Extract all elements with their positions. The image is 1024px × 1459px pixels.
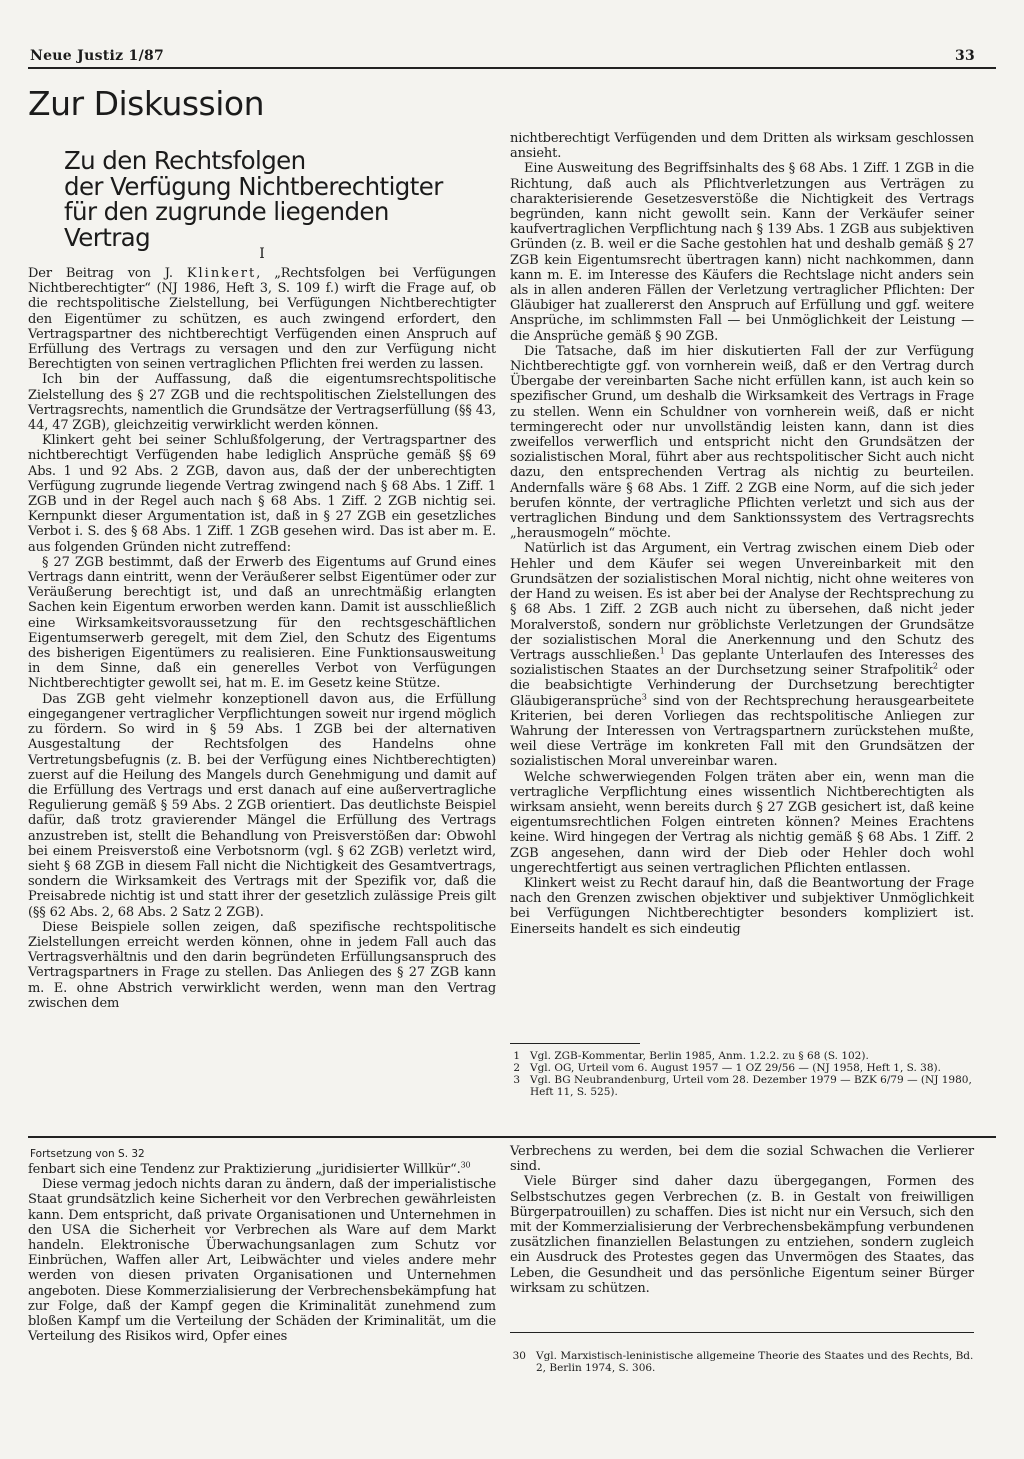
article-column-right <box>510 131 974 937</box>
footnote-ref[interactable]: 30 <box>460 1160 471 1170</box>
footnote: 1 Vgl. ZGB-Kommentar, Berlin 1985, Anm. 1.2.2. zu § 68 (S. 102). <box>513 1050 869 1062</box>
section-rubric: Zur Diskussion <box>28 84 265 123</box>
paragraph: Natürlich ist das Argument, ein Vertrag zwischen einem Dieb oder Hehler und dem Käufer sei wegen Unvereinbarkeit mit den Grundsätzen der sozialistischen Moral nichtig, nicht ohne weiteres von der Hand zu weisen. Es ist aber bei der Analyse der Rechtsprechung zu § 68 Abs. 1 Ziff. 2 ZGB auch nicht zu übersehen, daß nicht jeder Moralverstoß, sondern nur gröblichste Verletzungen der Grundsätze der sozialistischen Moral die Anerkennung und den Schutz des Vertrags ausschließen.$^1$ Das geplante Unterlaufen des Interesses des sozialistischen Staates an der Durchsetzung seiner Strafpolitik$^2$ oder die beabsichtigte Verhinderung der Durchsetzung berechtigter Gläubigeransprüche$^3$ sind von der Rechtsprechung herausgearbeitete Kriterien, bei deren Vorliegen das rechtspolitische Anliegen zur Wahrung der Interessen von Vertragspartnern zurückstehen mußte, weil diese Verträge im konkreten Fall mit den Grundsätzen der sozialistischen Moral unvereinbar waren. <box>510 541 974 770</box>
section-divider <box>28 1136 996 1138</box>
footnotes <box>508 1050 974 1098</box>
paragraph: Viele Bürger sind daher dazu übergegangen, Formen des Selbstschutzes gegen Verbrechen (z. B. in Gestalt von freiwilligen Bürgerpatrouillen) zu schaffen. Dies ist nicht nur ein Versuch, sich den mit der Kommerzialisierung der Verbrechensbekämpfung verbundenen zusätzlichen finanziellen Belastungen zu entziehen, sondern zugleich ein Ausdruck des Protestes gegen das Unvermögen des Staates, das Leben, die Gesundheit und das persönliche Eigentum seiner Bürger wirksam zu schützen. <box>510 1174 974 1296</box>
author-name: Klinkert <box>186 266 257 281</box>
paragraph: Diese vermag jedoch nichts daran zu ändern, daß der imperialistische Staat grundsätzlich keine Sicherheit vor den Verbrechen gewährleisten kann. Dem entspricht, daß private Organisationen und Unternehmen in den USA die Sicherheit vor Verbrechen als Ware auf dem Markt handeln. Elektronische Überwachungsanlagen zum Schutz vor Einbrüchen, Waffen aller Art, Leibwächter und vieles andere mehr werden von diesen privaten Organisationen und Unternehmen angeboten. Diese Kommerzialisierung der Verbrechensbekämpfung hat zur Folge, daß der Kampf gegen die Kriminalität zunehmend zum bloßen Kampf um die Verteilung der Schäden der Kriminalität, um die Verteilung des Risikos wird, Opfer eines <box>28 1177 496 1345</box>
journal-issue: Neue Justiz 1/87 <box>30 48 165 64</box>
continuation-column-right <box>510 1144 974 1296</box>
footnote: 2 Vgl. OG, Urteil vom 6. August 1957 — 1 OZ 29/56 — (NJ 1958, Heft 1, S. 38). <box>513 1062 941 1074</box>
paragraph: Eine Ausweitung des Begriffsinhalts des § 68 Abs. 1 Ziff. 1 ZGB in die Richtung, daß auch als Pflichtverletzungen aus Verträgen zu charakterisierende Gesetzesverstöße die Nichtigkeit des Vertrags begründen, kann nicht gewollt sein. Kann der Verkäufer seiner kaufvertraglichen Verpflichtung nach § 139 Abs. 1 ZGB aus subjektiven Gründen (z. B. weil er die Sache gestohlen hat und deshalb gemäß § 27 ZGB kein Eigentumsrecht übertragen kann) nicht nachkommen, dann kann m. E. im Interesse des Käufers die Rechtslage nicht anders sein als in allen anderen Fällen der Verletzung vertraglicher Pflichten: Der Gläubiger hat zuallererst den Anspruch auf Erfüllung und ggf. weitere Ansprüche, im schlimmsten Fall — bei Unmöglichkeit der Leistung — die Ansprüche gemäß § 90 ZGB. <box>510 161 974 344</box>
article-title-line: Zu den Rechtsfolgen <box>64 146 306 175</box>
paragraph: Die Tatsache, daß im hier diskutierten Fall der zur Verfügung Nichtberechtigte ggf. von vornherein weiß, daß er den Vertrag durch Übergabe der vereinbarten Sache nicht erfüllen kann, ist auch kein so spezifischer Grund, um deshalb die Wirksamkeit des Vertrags in Frage zu stellen. Wenn ein Schuldner von vornherein weiß, daß er nicht termingerecht oder nur unvollständig leisten kann, dann ist dies zweifellos verwerflich und entspricht nicht den Grundsätzen der sozialistischen Moral, führt aber aus rechtspolitischer Sicht auch nicht dazu, den entsprechenden Vertrag als nichtig zu beurteilen. Andernfalls wäre § 68 Abs. 1 Ziff. 2 ZGB eine Norm, auf die sich jeder berufen könnte, der vertragliche Pflichten verletzt und sich aus der vertraglichen Bindung und dem Sanktionssystem des Vertragsrechts „herausmogeln“ möchte. <box>510 343 974 542</box>
paragraph: fenbart sich eine Tendenz zur Praktizierung „juridisierter Willkür“.$^{30}$ <box>28 1160 471 1177</box>
paragraph: § 27 ZGB bestimmt, daß der Erwerb des Eigentums auf Grund eines Vertrags dann eintritt, wenn der Veräußerer selbst Eigentümer oder zur Veräußerung berechtigt ist, und daß an unrechtmäßig erlangten Sachen kein Eigentum erworben werden kann. Damit ist ausschließlich eine Wirksamkeitsvoraussetzung für den rechtsgeschäftlichen Eigentumserwerb geregelt, mit dem Ziel, den Schutz des Eigentums des bisherigen Eigentümers zu realisieren. Eine Funktionsausweitung in dem Sinne, daß ein generelles Verbot von Verfügungen Nichtberechtigter gewollt sei, hat m. E. im Gesetz keine Stütze. <box>28 554 496 692</box>
paragraph: Der Beitrag von J. Klinkert, „Rechtsfolgen bei Verfügungen Nichtberechtigter“ (NJ 1986, Heft 3, S. 109 f.) wirft die Frage auf, ob die rechtspolitische Zielstellung, bei Verfügungen Nichtberechtigter den Eigentümer zu schützen, es auch zwingend erfordert, den Vertragspartner des nichtberechtigt Verfügenden einen Anspruch auf Erfüllung des Vertrags zu versagen und den zur Verfügung nicht Berechtigten von seinen vertraglichen Pflichten frei werden zu lassen. <box>28 266 496 373</box>
paragraph: Ich bin der Auffassung, daß die eigentumsrechtspolitische Zielstellung des § 27 ZGB und die rechtspolitischen Zielstellungen des Vertragsrechts, namentlich die Grundsätze der Vertragserfüllung (§§ 43, 44, 47 ZGB), gleichzeitig verwirklicht werden können. <box>28 372 496 434</box>
header-rule <box>28 67 996 69</box>
continuation-column-left <box>28 1162 496 1344</box>
footnote-ref[interactable]: 3 <box>641 692 647 702</box>
footnote: 3 Vgl. BG Neubrandenburg, Urteil vom 28. Dezember 1979 — BZK 6/79 — (NJ 1980, Heft 11, S. 525). <box>513 1074 972 1098</box>
paragraph: Diese Beispiele sollen zeigen, daß spezifische rechtspolitische Zielstellungen erreicht werden können, ohne in jedem Fall auch das Vertragsverhältnis und den darin begründeten Erfüllungsanspruch des Vertragspartners in Frage zu stellen. Das Anliegen des § 27 ZGB kann m. E. ohne Abstrich verwirklicht werden, wenn man den Vertrag zwischen dem <box>28 919 496 1011</box>
paragraph: Das ZGB geht vielmehr konzeptionell davon aus, die Erfüllung eingegangener vertraglicher Verpflichtungen soweit nur irgend möglich zu fördern. So wird in § 59 Abs. 1 ZGB bei der alternativen Ausgestaltung der Rechtsfolgen des Handelns ohne Vertretungsbefugnis (z. B. bei der Verfügung eines Nichtberechtigten) zuerst auf die Heilung des Mangels durch Genehmigung und damit auf die Erfüllung des Vertrags und erst danach auf eine außervertragliche Regulierung gemäß § 59 Abs. 2 ZGB orientiert. Das deutlichste Beispiel dafür, daß trotz gravierender Mängel die Erfüllung des Vertrags anzustreben ist, stellt die Behandlung von Preisverstößen dar: Obwohl bei einem Preisverstoß eine Verbotsnorm (vgl. § 62 ZGB) verletzt wird, sieht § 68 ZGB in diesem Fall nicht die Nichtigkeit des Gesamtvertrags, sondern die Wirksamkeit des Vertrags mit der Spezifik vor, daß die Preisabrede nichtig ist und statt ihrer der gesetzlich zulässige Preis gilt (§§ 62 Abs. 2, 68 Abs. 2 Satz 2 ZGB). <box>28 691 496 920</box>
footnote-ref[interactable]: 1 <box>659 646 665 656</box>
paragraph: Klinkert geht bei seiner Schlußfolgerung, der Vertragspartner des nichtberechtigt Verfügenden habe lediglich Ansprüche gemäß §§ 69 Abs. 1 und 92 Abs. 2 ZGB, davon aus, daß der der unberechtigten Verfügung zugrunde liegende Vertrag zwingend nach § 68 Abs. 1 Ziff. 1 ZGB und in der Regel auch nach § 68 Abs. 1 Ziff. 2 ZGB nichtig sei. Kernpunkt dieser Argumentation ist, daß in § 27 ZGB ein gesetzliches Verbot i. S. des § 68 Abs. 1 Ziff. 1 ZGB gesehen wird. Das ist aber m. E. aus folgenden Gründen nicht zutreffend: <box>28 433 496 555</box>
paragraph: Klinkert weist zu Recht darauf hin, daß die Beantwortung der Frage nach den Grenzen zwischen objektiver und subjektiver Unmöglichkeit bei Verfügungen Nichtberechtigter besonders kompliziert ist. Einerseits handelt es sich eindeutig <box>510 875 974 937</box>
article-title-line: der Verfügung Nichtberechtigter <box>64 171 443 201</box>
footnote-rule <box>510 1332 974 1333</box>
article-title-line: für den zugrunde liegenden Vertrag <box>64 197 389 252</box>
article-title <box>64 148 474 250</box>
paragraph: Welche schwerwiegenden Folgen träten aber ein, wenn man die vertragliche Verpflichtung eines wissentlich Nichtberechtigten als wirksam ansieht, wenn bereits durch § 27 ZGB gesichert ist, daß keine eigentumsrechtlichen Folgen eintreten können? Meines Erachtens keine. Wird hingegen der Vertrag als nichtig gemäß § 68 Abs. 1 Ziff. 2 ZGB angesehen, dann wird der Dieb oder Hehler doch wohl ungerechtfertigt aus seinen vertraglichen Pflichten entlassen. <box>510 769 974 876</box>
continuation-label: Fortsetzung von S. 32 <box>30 1148 145 1160</box>
footnote-ref[interactable]: 2 <box>932 661 938 671</box>
page-number: 33 <box>955 48 976 64</box>
footnotes <box>508 1350 974 1374</box>
footnote-rule <box>510 1043 640 1044</box>
paragraph: Verbrechens zu werden, bei dem die sozial Schwachen die Verlierer sind. <box>510 1144 974 1175</box>
article-column-left <box>28 266 496 1011</box>
footnote: 30 Vgl. Marxistisch-leninistische allgemeine Theorie des Staates und des Rechts, Bd. 2, Berlin 1974, S. 306. <box>512 1350 974 1374</box>
paragraph: nichtberechtigt Verfügenden und dem Dritten als wirksam geschlossen ansieht. <box>510 131 974 162</box>
section-number: I <box>259 246 265 262</box>
